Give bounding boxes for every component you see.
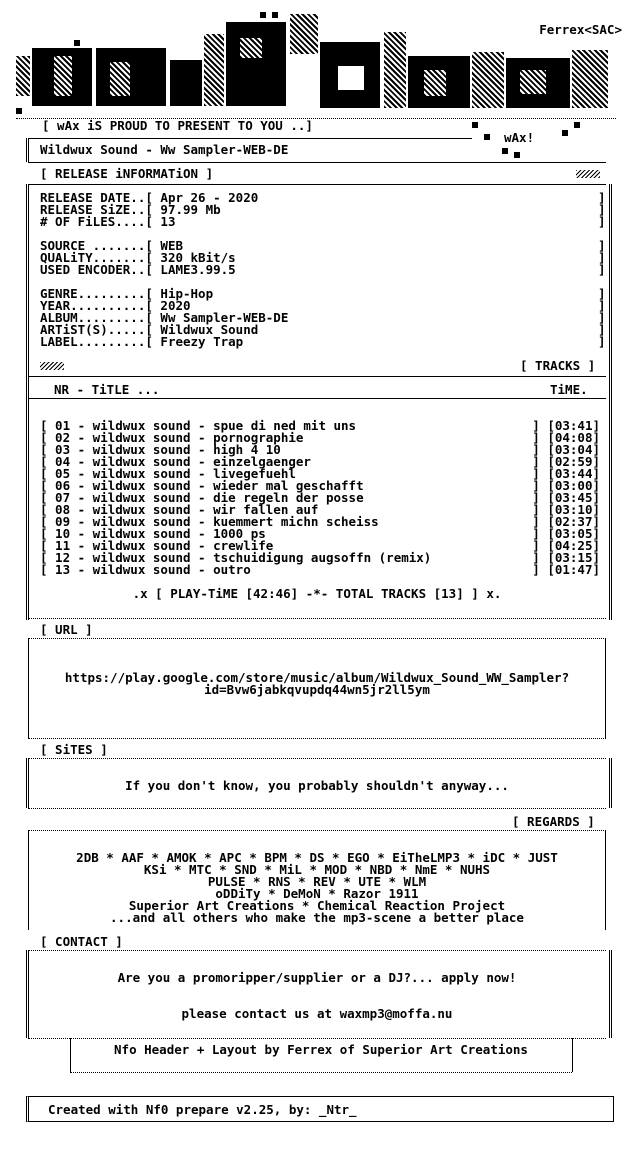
track-time: ] [03:44]	[532, 466, 600, 481]
greetings-line: KSi * MTC * SND * MiL * MOD * NBD * NmE * NUHS	[143, 862, 491, 877]
field-label: QUALiTY.......[	[40, 250, 153, 265]
track-time: ] [03:15]	[532, 550, 600, 565]
sites-text: If you don't know, you probably shouldn't anyway...	[125, 778, 509, 793]
track-time: ] [01:47]	[532, 562, 600, 577]
field-label: ARTiST(S).....[	[40, 322, 153, 337]
track-time: ] [03:00]	[532, 478, 600, 493]
field-value: 320 kBit/s	[160, 250, 236, 265]
field-value: LAME3.99.5	[160, 262, 236, 277]
playtime-summary: .x [ PLAY-TiME [42:46] -*- TOTAL TRACKS [13] ] x.	[132, 586, 502, 601]
sites-heading: [ SiTES ]	[40, 742, 108, 757]
wax-tag: wAx!	[504, 130, 535, 145]
album-url-line2: id=Bvw6jabkqvupdq44wn5jr2ll5ym	[204, 682, 430, 697]
track-time: ] [03:05]	[532, 526, 600, 541]
wax-ascii-logo	[14, 12, 614, 122]
field-value: Hip-Hop	[160, 286, 214, 301]
track-title: [ 01 - wildwux sound - spue di ned mit uns	[40, 418, 357, 433]
field-label: LABEL.........[	[40, 334, 153, 349]
track-time: ] [04:08]	[532, 430, 600, 445]
column-title-header: NR - TiTLE ...	[54, 382, 160, 397]
track-title: [ 13 - wildwux sound - outro	[40, 562, 251, 577]
file-count-row	[40, 216, 175, 228]
track-time: ] [03:04]	[532, 442, 600, 457]
field-label: USED ENCODER..[	[40, 262, 153, 277]
field-label: YEAR..........[	[40, 298, 153, 313]
field-value: Freezy Trap	[160, 334, 244, 349]
track-time: ] [03:41]	[532, 418, 600, 433]
field-label: RELEASE SiZE..[	[40, 202, 153, 217]
greetings-line: 2DB * AAF * AMOK * APC * BPM * DS * EGO * EiTheLMP3 * iDC * JUST	[76, 850, 558, 865]
track-title: [ 09 - wildwux sound - kuemmert michn scheiss	[40, 514, 379, 529]
track-title: [ 11 - wildwux sound - crewlife	[40, 538, 274, 553]
field-value: 97.99 Mb	[160, 202, 221, 217]
field-label: ALBUM.........[	[40, 310, 153, 325]
field-label: RELEASE DATE..[	[40, 190, 153, 205]
encoder-row	[40, 264, 236, 276]
track-time: ] [02:37]	[532, 514, 600, 529]
field-value: Ww Sampler-WEB-DE	[160, 310, 289, 325]
release-info-heading: [ RELEASE iNFORMATiON ]	[40, 166, 214, 181]
track-title: [ 05 - wildwux sound - livegefuehl	[40, 466, 296, 481]
field-value: Wildwux Sound	[160, 322, 259, 337]
field-label: SOURCE .......[	[40, 238, 153, 253]
field-value: WEB	[160, 238, 183, 253]
label-row	[40, 336, 243, 348]
track-time: ] [02:59]	[532, 454, 600, 469]
column-time-header: TiME.	[550, 382, 588, 397]
group-tag: Ferrex<SAC>	[539, 22, 622, 37]
release-title: Wildwux Sound - Ww Sampler-WEB-DE	[40, 142, 289, 157]
track-time: ] [04:25]	[532, 538, 600, 553]
url-heading: [ URL ]	[40, 622, 93, 637]
track-title: [ 04 - wildwux sound - einzelgaenger	[40, 454, 311, 469]
field-value: 13	[160, 214, 176, 229]
tracks-heading: [ TRACKS ]	[520, 358, 596, 373]
contact-apply-text: Are you a promoripper/supplier or a DJ?... apply now!	[117, 970, 517, 985]
track-title: [ 10 - wildwux sound - 1000 ps	[40, 526, 266, 541]
album-url-line1: https://play.google.com/store/music/album/Wildwux_Sound_WW_Sampler?	[64, 670, 570, 685]
greetings-line: Superior Art Creations * Chemical Reaction Project	[128, 898, 506, 913]
greetings-line: PULSE * RNS * REV * UTE * WLM	[207, 874, 427, 889]
greetings-line: ...and all others who make the mp3-scene a better place	[110, 910, 524, 925]
field-value: 2020	[160, 298, 191, 313]
track-title: [ 07 - wildwux sound - die regeln der posse	[40, 490, 364, 505]
field-value: Apr 26 - 2020	[160, 190, 259, 205]
track-title: [ 03 - wildwux sound - high 4 10	[40, 442, 281, 457]
track-title: [ 02 - wildwux sound - pornographie	[40, 430, 304, 445]
field-label: GENRE.........[	[40, 286, 153, 301]
greetings-line: oDDiTy * DeMoN * Razor 1911	[215, 886, 419, 901]
contact-heading: [ CONTACT ]	[40, 934, 123, 949]
proud-line: [ wAx iS PROUD TO PRESENT TO YOU ..]	[42, 118, 313, 133]
track-title: [ 08 - wildwux sound - wir fallen auf	[40, 502, 319, 517]
prepare-credit: Created with Nf0 prepare v2.25, by: _Ntr_	[48, 1102, 357, 1117]
track-time: ] [03:10]	[532, 502, 600, 517]
layout-credit: Nfo Header + Layout by Ferrex of Superior Art Creations	[114, 1042, 528, 1057]
contact-email-text: please contact us at waxmp3@moffa.nu	[181, 1006, 453, 1021]
track-time: ] [03:45]	[532, 490, 600, 505]
track-title: [ 12 - wildwux sound - tschuidigung augsoffn (remix)	[40, 550, 432, 565]
regards-heading: [ REGARDS ]	[512, 814, 595, 829]
track-title: [ 06 - wildwux sound - wieder mal geschafft	[40, 478, 364, 493]
field-label: # OF FiLES....[	[40, 214, 153, 229]
